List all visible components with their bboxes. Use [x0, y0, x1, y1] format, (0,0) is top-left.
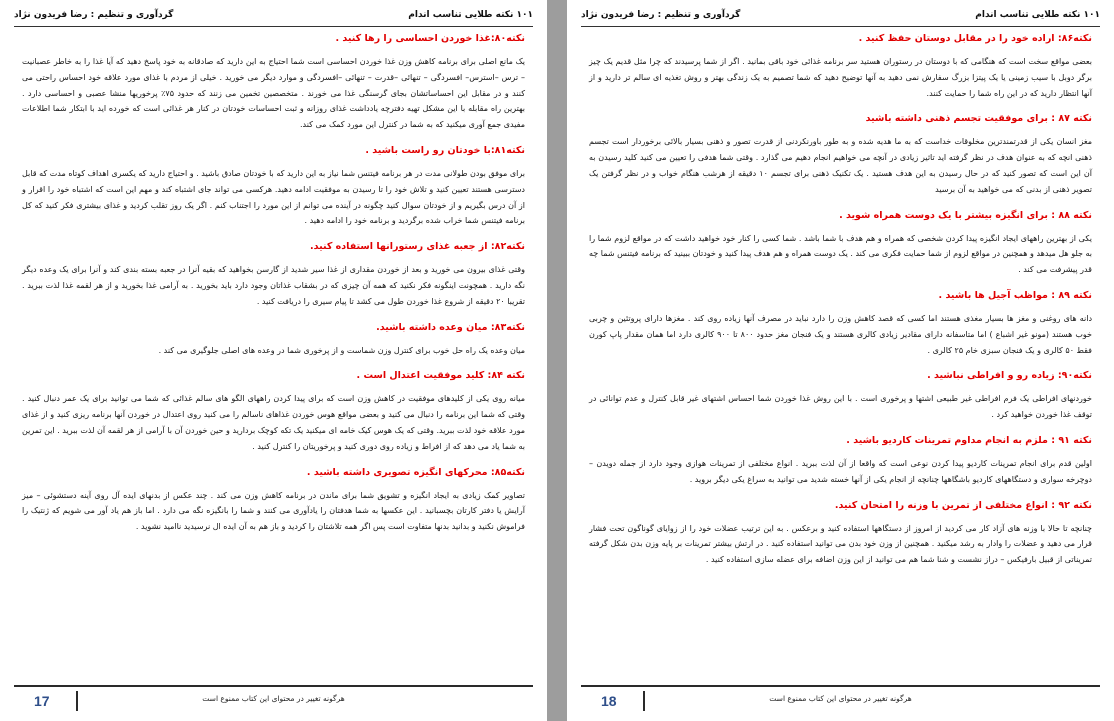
page-left: [0, 0, 547, 721]
tip-section-87: [589, 112, 1092, 197]
page-footer: [14, 685, 533, 713]
page-header: [14, 8, 533, 27]
tip-section-83: [22, 321, 525, 359]
tip-section-88: [589, 209, 1092, 278]
tip-body: وقتی غذای بیرون می خورید و بعد از خوردن مقداری از غذا سیر شدید از گارسن بخواهید که بقیه آنرا در جعبه بسته بندی کند و آنرا برای یک وعده دیگر نگه دارید . همچونت اینگونه فکر نکنید که همه آن چیزی که در بشقاب غذاتان وجود دارد باید بخورید . به آرامی غذا بخورید و از هر لقمه غذا لذت ببرید . تقریبا ۲۰ دقیقه از شروع غذا خوردن طول می کشد تا پیام سیری را دریافت کنید .: [22, 265, 525, 306]
tip-body: یک مانع اصلی برای برنامه کاهش وزن غذا خوردن احساسی است شما احتیاج به این دارید که صادقانه به خود پاسخ دهید که آیا غذا را به خاطر عصبانیت – ترس –استرس– افسردگی – تنهائی –قدرت – تنهائی –افسردگی و موارد دیگر می خورید . خیلی از مردم با غذای مورد علاقه خود احساس راحتی می کنند و در مقابل این احساساتشان بجای گرسنگی غذا می خورند . متخصصین تخمین می زنند که حدود ۷۵٪ پرخوریها منشا عصبی و احساسی دارد . بهترین راه مقابله با این مشکل تهیه دفترچه یادداشت غذای روزانه و ثبت احساسات خودتان در کنار هر غذائی است که خورده اید با ابتکار شما اطلاعات مفیدی جمع آوری میکنید که به شما در کنترل این مورد کمک می کند.: [22, 57, 526, 130]
tip-body: میان وعده یک راه حل خوب برای کنترل وزن شماست و از پرخوری شما در وعده های اصلی جلوگیری می کند .: [158, 345, 525, 355]
tip-title: نکته۸۶: اراده خود را در مقابل دوستان حفظ کنید .: [858, 33, 1092, 44]
page-content: [589, 32, 1092, 579]
tip-body: میانه روی یکی از کلیدهای موفقیت در کاهش وزن است که برای پیدا کردن راههای الگو های سالم غذائی که شما می توانید برای یک عمر دنبال کنید . وقتی که شما این برنامه را دنبال می کنید و بعضی مواقع هوس خوردن غذاهای ناسالم را می کنید روی اعتدال در خوردن آنها برنامه ریزی کنید و از غذای مورد علاقه خود لذت ببرید. وقتی که یک هوس کیک خامه ای میکنید یک تکه کوچک بردارید و حین خوردن آن با آرامی از هر لقمه آن لذت ببرید . این تمرین به شما یاد می دهد که از افراط و زیاده روی دوری کنید و پرخوریتان را کنترل کنید .: [22, 394, 525, 451]
copyright-notice: هرگونه تغییر در محتوای این کتاب ممنوع است: [769, 694, 912, 703]
page-number-box: [581, 691, 645, 711]
author-credit: گردآوری و تنظیم : رضا فریدون نژاد: [14, 10, 174, 20]
author-credit: گردآوری و تنظیم : رضا فریدون نژاد: [581, 10, 741, 20]
page-number-box: [14, 691, 78, 711]
tip-section-91: [589, 434, 1092, 488]
tip-body: یکی از بهترین راههای ایجاد انگیزه پیدا کردن شخصی که همراه و هم هدف با شما باشد . شما کسی را کنار خود خواهید داشت که در مواقع لزوم شما را به جلو هل میدهد و همچنین در مواقع لزوم از شما حمایت فکری می کند . یک دوست همراه و هم هدف پیدا کنید و خودتان ببینید که برنامه فیتنس شما چه قدر پیشرفت می کند .: [589, 233, 1092, 275]
tip-title: نکته۸۰:غذا خوردن احساسی را رها کنید .: [335, 33, 525, 44]
tip-title: نکته۸۱:با خودتان رو راست باشید .: [365, 144, 525, 156]
book-title: ۱۰۱ نکته طلایی تناسب اندام: [975, 10, 1100, 20]
tip-title: نکته ۸۴: کلید موفقیت اعتدال است .: [356, 370, 525, 382]
page-content: [22, 32, 525, 546]
tip-body: اولین قدم برای انجام تمرینات کاردیو پیدا کردن نوعی است که واقعا از آن لذت ببرید . انواع مختلفی از تمرینات هوازی وجود دارد از جمله دویدن – دوچرخه سواری و دستگاههای کاردیو باشگاهها چنانچه از انجام یکی از آنها خسته شدید می توانید به سراغ یکی دیگر بروید .: [589, 458, 1092, 484]
tip-section-90: [589, 369, 1092, 423]
tip-body: بعضی مواقع سخت است که هنگامی که با دوستان در رستوران هستید سر برنامه غذائی خود باقی بمانید . اگر از شما پرسیدند که چرا مثل قدیم یک چیز برگر دوبل با سیب زمینی یا یک پیتزا بزرگ سفارش نمی دهید به آنها توضیح دهید که شما تصمیم به یک زندگی بهتر و روش تغذیه ای سالم تر دارید و از آنها انتظار دارید که در این راه شما را حمایت کنند.: [589, 57, 1092, 98]
tip-title: نکته ۸۸ : برای انگیزه بیشتر با یک دوست همراه شوید .: [839, 209, 1092, 221]
tip-body: خوردنهای افراطی یک فرم افراطی غیر طبیعی اشتها و پرخوری است . با این روش غذا خوردن شما احساس اشتهای غیر قابل کنترل و عدم توانائی در توقف غذا خوردن خواهید کرد .: [589, 394, 1092, 420]
page-number: 18: [601, 693, 617, 709]
tip-section-89: [589, 289, 1092, 358]
tip-title: نکته۸۲: از جعبه غذای رستورانها استفاده کنید.: [309, 241, 525, 253]
tip-section-92: [589, 499, 1092, 568]
tip-body: مغز انسان یکی از قدرتمندترین مخلوقات خداست که به ما هدیه شده و به طور باورنکردنی از قدرت تصور و ذهنی بسیار بالائی برخوردار است تجسم ذهنی انچه که به عنوان هدف در نظر گرفته اید تاثیر زیادی در آنچه می خواهیم انجام دهیم می گذارد . وقتی شما هدفی را تعیین می کنید کلید رسیدن به آن این است که تصور کنید که در حال رسیدن به این هدف هستید . یک تکنیک ذهنی برای تجسم ۱۰ دقیقه از هرشب هنگام خواب و در نظر گرفتن یک تصویر ذهنی از بدنی که می خواهید به آن برسید: [589, 137, 1093, 194]
tip-title: نکته ۸۷ : برای موفقیت تجسم ذهنی داشته باشید: [865, 113, 1092, 125]
tip-body: برای موفق بودن طولانی مدت در هر برنامه فیتنس شما نیاز به این دارید که با خودتان صادق باشید . و احتیاج دارید که یکسری اهداف کوتاه مدت که قابل دسترسی هستند تعیین کنید و تلاش خود را تا رسیدن به موفقیت ادامه دهید. هرکسی می تواند جای اشتباه کند و مهم این است که اشتباه خود را اقرار و از آن درس بگیریم و از خودتان سوال کنید چگونه در آینده می توانم از این مورد را اجتناب کنم . اگر یک روز تقلب کردید و غذای بیشتری فکر کنید که کل برنامه فیتنس شما خراب شده برگردید و برنامه خود را ادامه دهید .: [22, 168, 525, 226]
tip-section-84: [22, 369, 525, 454]
tip-section-80: [22, 32, 525, 133]
page-number: 17: [34, 693, 50, 709]
tip-section-81: [22, 144, 525, 229]
tip-title: نکته ۹۲ : انواع مختلفی از تمرین با وزنه را امتحان کنید.: [834, 499, 1092, 511]
page-footer: [581, 685, 1100, 713]
page-right: [567, 0, 1114, 721]
book-title: ۱۰۱ نکته طلایی تناسب اندام: [408, 10, 533, 20]
tip-title: نکته ۹۱ : ملزم به انجام مداوم تمرینات کاردیو باشید .: [846, 434, 1092, 446]
tip-body: دانه های روغنی و مغز ها بسیار مغذی هستند اما کسی که قصد کاهش وزن را دارد نباید در مصرف آنها زیاده روی کند . مغزها دارای پروتئین و چربی خوب هستند (مونو غیر اشباع ) اما متاسفانه دارای مقادیر زیادی کالری هستند و یک فنجان مغز حدود ۸۰۰ تا ۹۰۰ کالری دارد اما همان مقدار پاپ کورن فقط ۵۰ کالری و یک فنجان سبزی خام ۲۵ کالری .: [589, 313, 1092, 355]
tip-title: نکته۸۵: محرکهای انگیزه تصویری داشته باشید .: [306, 466, 525, 478]
tip-title: نکته۹۰: زیاده رو و افراطی نباشید .: [927, 370, 1092, 382]
tip-body: تصاویر کمک زیادی به ایجاد انگیزه و تشویق شما برای ماندن در برنامه کاهش وزن می کند . چند عکس از بدنهای ایده آل روی آینه دستشوئی – میز آرایش یا دفتر کارتان بچسبانید . این عکسها به شما هدفتان را یادآوری می کنند و شما را بانگیزه نگه می دارد . اما باز هم یاد آور می شویم که ژنتیک را فراموش نکنید و بدانید بدنها متفاوت است پس اگر همه تلاشتان را کردید و باز هم به آن ایده ال نرسیدید ناامید نشوید .: [22, 490, 525, 532]
tip-body: چنانچه تا حالا با وزنه های آزاد کار می کردید از امروز از دستگاهها استفاده کنید و برعکس . به این ترتیب عضلات خود را از زوایای گوناگون تحت فشار قرار می دهید و عضلات را وادار به رشد میکنید . همچنین از وزن خود بدن می توانید استفاده کنید . در ارتش بیشتر تمرینات بر پایه وزن بدن شکل گرفته تمریناتی از قبیل بارفیکس – دراز نشست و شنا شما هم می توانید از این وزن اضافه برای عضله سازی استفاده کنید .: [589, 523, 1092, 565]
tip-title: نکته۸۳: میان وعده داشته باشید.: [376, 321, 525, 333]
tip-section-82: [22, 240, 525, 309]
page-header: [581, 8, 1100, 27]
copyright-notice: هرگونه تغییر در محتوای این کتاب ممنوع است: [202, 694, 345, 703]
tip-section-86: [589, 32, 1092, 101]
tip-title: نکته ۸۹ : مواظب آجیل ها باشید .: [938, 289, 1092, 301]
tip-section-85: [22, 466, 525, 535]
